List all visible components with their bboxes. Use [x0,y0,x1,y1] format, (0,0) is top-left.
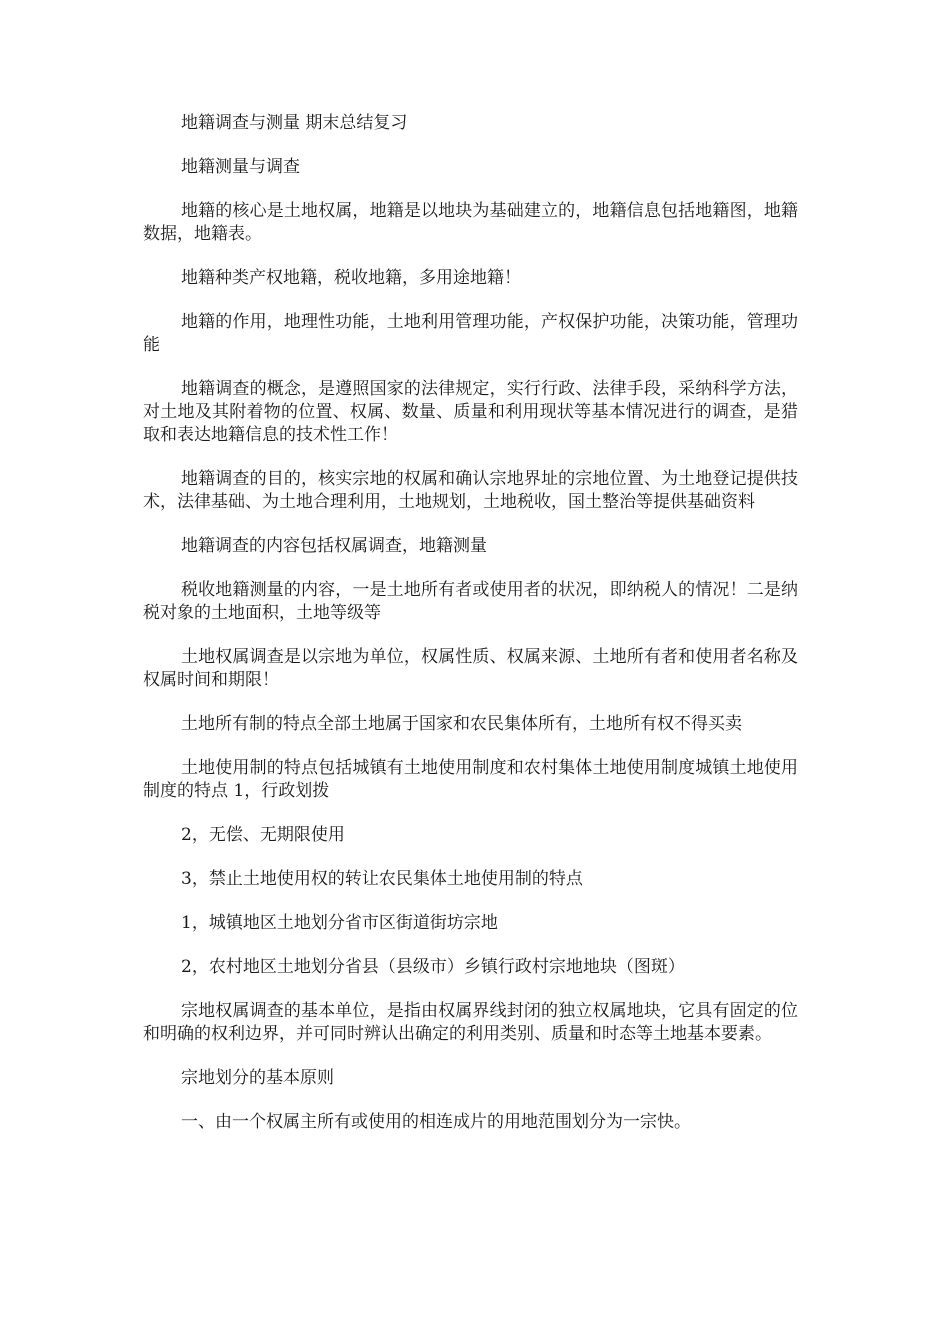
paragraph: 一、由一个权属主所有或使用的相连成片的用地范围划分为一宗快。 [181,1112,691,1132]
paragraph: 地籍种类产权地籍，税收地籍，多用途地籍！ [181,268,521,288]
list-item: 2，无偿、无期限使用 [181,825,345,845]
paragraph: 地籍调查的概念，是遵照国家的法律规定，实行行政、法律手段，采纳科学方法，对土地及其附着物的位置、权属、数量、质量和利用现状等基本情况进行的调查，是猎取和表达地籍信息的技术性工作！ [143,379,798,445]
paragraph: 土地权属调查是以宗地为单位，权属性质、权属来源、土地所有者和使用者名称及权属时间和期限！ [143,647,798,690]
paragraph: 地籍的核心是土地权属，地籍是以地块为基础建立的，地籍信息包括地籍图，地籍数据，地籍表。 [143,201,798,244]
document-title: 地籍调查与测量 期末总结复习 [181,113,408,133]
list-item: 3，禁止土地使用权的转让农民集体土地使用制的特点 [181,869,583,889]
list-item: 1，城镇地区土地划分省市区街道街坊宗地 [181,913,498,933]
document-body [143,112,798,1155]
paragraph: 地籍的作用，地理性功能，土地利用管理功能，产权保护功能，决策功能，管理功能 [143,312,798,355]
paragraph: 土地所有制的特点全部土地属于国家和农民集体所有，土地所有权不得买卖 [181,714,742,734]
paragraph: 宗地权属调查的基本单位，是指由权属界线封闭的独立权属地块，它具有固定的位和明确的权利边界，并可同时辨认出确定的利用类别、质量和时态等土地基本要素。 [143,1001,798,1044]
paragraph: 土地使用制的特点包括城镇有土地使用制度和农村集体土地使用制度城镇土地使用制度的特点 1，行政划拨 [143,758,798,801]
paragraph: 地籍调查的内容包括权属调查，地籍测量 [181,536,487,556]
section-heading: 地籍测量与调查 [181,157,300,177]
list-item: 2，农村地区土地划分省县（县级市）乡镇行政村宗地地块（图斑） [181,957,685,977]
paragraph: 地籍调查的目的，核实宗地的权属和确认宗地界址的宗地位置、为土地登记提供技术，法律基础、为土地合理利用，土地规划，土地税收，国土整治等提供基础资料 [143,469,798,512]
section-heading: 宗地划分的基本原则 [181,1068,334,1088]
paragraph: 税收地籍测量的内容，一是土地所有者或使用者的状况，即纳税人的情况！二是纳税对象的土地面积，土地等级等 [143,580,798,623]
